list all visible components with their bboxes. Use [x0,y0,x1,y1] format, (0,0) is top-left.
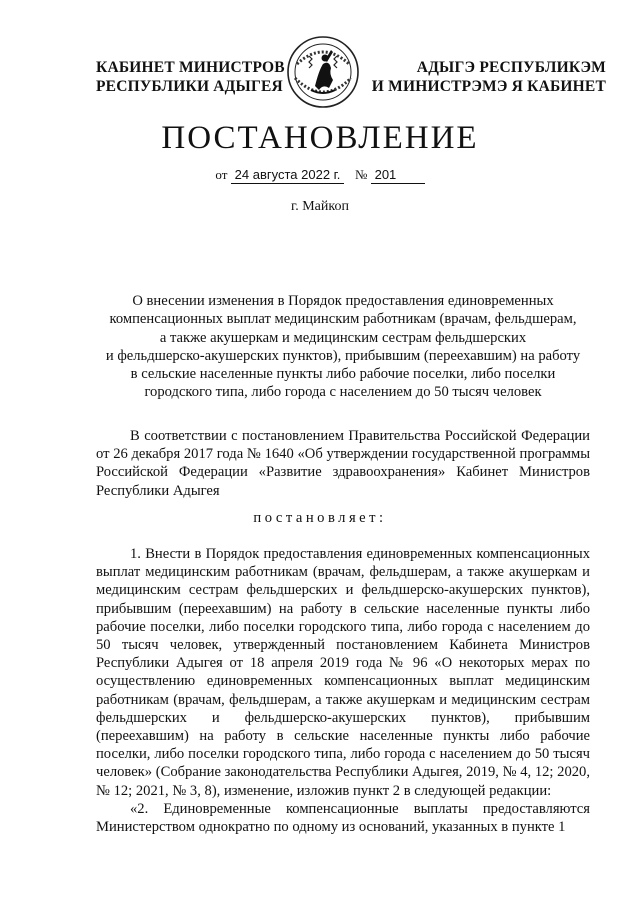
subject-line: в сельские населенные пункты либо рабочие поселки, либо поселки [130,366,556,383]
header-left-line: КАБИНЕТ МИНИСТРОВ [96,59,285,76]
preamble-paragraph: В соответствии с постановлением Правительства Российской Федерации от 26 декабря 2017 года № 1640 «Об утверждении государственной программы Российской Федерации «Развитие здравоохранения» Кабинет Министров Республики Адыгея [96,428,590,499]
subject-line: и фельдшерско-акушерских пунктов), прибывшим (переехавшим) на работу [105,347,581,364]
clause-paragraph: «2. Единовременные компенсационные выплаты предоставляются Министерством однократно по одному из оснований, указанных в пункте 1 [96,800,590,836]
decree-word: постановляет: [253,510,387,526]
coat-of-arms-emblem-icon [285,34,361,110]
header-left [96,58,306,96]
clause-paragraph: 1. Внести в Порядок предоставления единовременных компенсационных выплат медицинским работникам (врачам, фельдшерам, а также акушеркам и медицинским сестрам фельдшерских и фельдшерско-акушерских пунктов), прибывшим (переехавшим) на работу в сельские населенные пункты либо рабочие поселки, либо поселки городского типа, либо города с населением до 50 тысяч человек, утвержденный постановлением Кабинета Министров Республики Адыгея от 18 апреля 2019 года № 96 «О некоторых мерах по осуществлению единовременных компенсационных выплат медицинским работникам (врачам, фельдшерам, а также акушеркам и медицинским сестрам фельдшерских и фельдшерско-акушерских пунктов), прибывшим (переехавшим) на работу в сельские населенные пункты либо рабочие поселки, либо поселки городского типа, либо города с населением до 50 тысяч человек» (Собрание законодательства Республики Адыгея, 2019, № 4, 12; 2020, № 12; 2021, № 3, 8), изменение, изложив пункт 2 в следующей редакции: [96,546,590,799]
date-number-line [0,165,640,185]
clauses [96,545,590,836]
document-subject [96,292,590,402]
header-left-line: РЕСПУБЛИКИ АДЫГЕЯ [96,78,283,95]
header-right-line: И МИНИСТРЭМЭ Я КАБИНЕТ [371,78,606,95]
subject-line: а также акушеркам и медицинским сестрам фельдшерских [159,329,527,346]
document-date: 24 августа 2022 г. [231,167,345,184]
document-title: ПОСТАНОВЛЕНИЕ [161,120,479,156]
number-prefix: № [354,167,368,182]
date-prefix: от [215,167,228,182]
document-number: 201 [371,167,425,184]
header-right [366,58,606,96]
city: г. Майкоп [291,199,349,214]
subject-line: О внесении изменения в Порядок предоставления единовременных [132,293,554,309]
subject-line: городского типа, либо города с населением до 50 тысяч человек [144,384,542,401]
subject-line: компенсационных выплат медицинским работникам (врачам, фельдшерам, [109,311,577,328]
preamble [96,427,590,500]
header-right-line: АДЫГЭ РЕСПУБЛИКЭМ [416,59,606,76]
